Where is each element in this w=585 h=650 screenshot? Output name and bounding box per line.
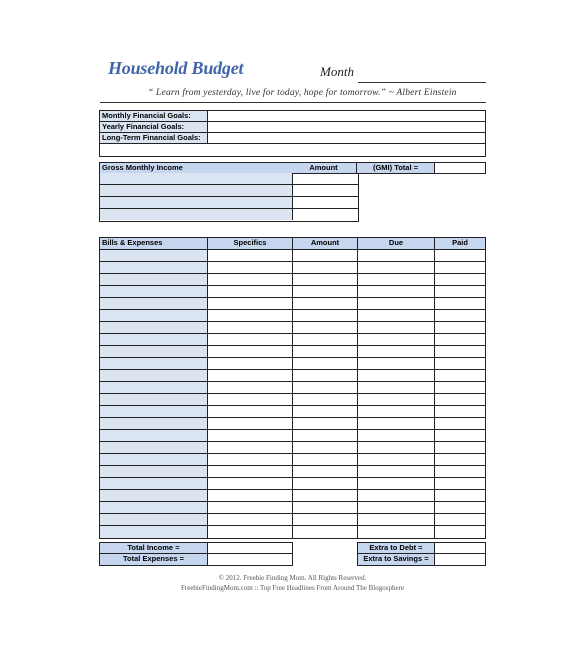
bill-specifics-cell[interactable] [208,286,293,298]
bill-due-cell[interactable] [358,298,435,310]
income-rows [99,173,359,222]
bill-name-cell[interactable] [100,334,208,346]
income-header: Gross Monthly Income [99,162,292,174]
bill-due-cell[interactable] [358,526,435,538]
bill-name-cell[interactable] [100,466,208,478]
bill-amount-cell[interactable] [293,526,358,538]
bill-specifics-cell[interactable] [208,346,293,358]
bill-due-cell[interactable] [358,322,435,334]
bill-name-cell[interactable] [100,442,208,454]
bill-specifics-cell[interactable] [208,430,293,442]
bill-paid-cell[interactable] [435,394,485,406]
bill-paid-cell[interactable] [435,262,485,274]
month-input-line[interactable] [358,82,486,83]
bill-paid-cell[interactable] [435,346,485,358]
bills-due-header: Due [358,238,435,250]
bill-paid-cell[interactable] [435,370,485,382]
bill-name-cell[interactable] [100,322,208,334]
bills-header: Bills & Expenses [100,238,208,250]
bill-name-cell[interactable] [100,406,208,418]
bill-amount-cell[interactable] [293,454,358,466]
income-row[interactable] [100,185,293,197]
totals-left [99,542,293,566]
bills-table [99,237,486,539]
extra-savings-label: Extra to Savings = [358,554,435,565]
bill-amount-cell[interactable] [293,394,358,406]
bill-due-cell[interactable] [358,286,435,298]
bill-specifics-cell[interactable] [208,262,293,274]
bill-due-cell[interactable] [358,310,435,322]
bill-name-cell[interactable] [100,346,208,358]
bill-paid-cell[interactable] [435,430,485,442]
bill-paid-cell[interactable] [435,322,485,334]
bill-due-cell[interactable] [358,454,435,466]
income-amount-header: Amount [291,162,357,174]
bill-due-cell[interactable] [358,382,435,394]
bill-due-cell[interactable] [358,370,435,382]
bill-name-cell[interactable] [100,490,208,502]
month-label: Month [320,64,354,79]
bill-name-cell[interactable] [100,382,208,394]
bill-due-cell[interactable] [358,394,435,406]
footer-site: FreebieFindingMom.com :: Top Free Headlines From Around The Blogosphere [180,584,405,592]
bill-paid-cell[interactable] [435,274,485,286]
bill-name-cell[interactable] [100,526,208,538]
bill-specifics-cell[interactable] [208,274,293,286]
bill-amount-cell[interactable] [293,262,358,274]
bill-specifics-cell[interactable] [208,322,293,334]
bill-name-cell[interactable] [100,250,208,262]
bill-amount-cell[interactable] [293,502,358,514]
bill-due-cell[interactable] [358,406,435,418]
bill-paid-cell[interactable] [435,478,485,490]
bill-amount-cell[interactable] [293,430,358,442]
bill-specifics-cell[interactable] [208,454,293,466]
total-income-field[interactable] [208,543,292,554]
footer-copyright: © 2012. Freebie Finding Mom. All Rights Reserved. [218,574,367,582]
bill-specifics-cell[interactable] [208,298,293,310]
bill-specifics-cell[interactable] [208,502,293,514]
income-row-amount[interactable] [293,173,358,185]
bill-specifics-cell[interactable] [208,466,293,478]
bill-due-cell[interactable] [358,490,435,502]
bill-due-cell[interactable] [358,502,435,514]
income-row-amount[interactable] [293,197,358,209]
page-title: Household Budget [108,58,244,78]
bill-due-cell[interactable] [358,514,435,526]
total-expenses-field[interactable] [208,554,292,565]
bill-name-cell[interactable] [100,394,208,406]
bill-paid-cell[interactable] [435,490,485,502]
bill-amount-cell[interactable] [293,286,358,298]
bill-due-cell[interactable] [358,334,435,346]
bill-due-cell[interactable] [358,466,435,478]
bill-specifics-cell[interactable] [208,310,293,322]
bill-amount-cell[interactable] [293,418,358,430]
bill-paid-cell[interactable] [435,298,485,310]
bill-name-cell[interactable] [100,286,208,298]
goal-field-long-term-extra[interactable] [100,144,485,156]
bill-amount-cell[interactable] [293,406,358,418]
bill-paid-cell[interactable] [435,418,485,430]
bill-specifics-cell[interactable] [208,370,293,382]
bill-amount-cell[interactable] [293,466,358,478]
bill-paid-cell[interactable] [435,454,485,466]
bill-due-cell[interactable] [358,430,435,442]
bill-amount-cell[interactable] [293,442,358,454]
divider [100,102,486,103]
bill-paid-cell[interactable] [435,514,485,526]
bill-due-cell[interactable] [358,262,435,274]
bill-paid-cell[interactable] [435,250,485,262]
bill-amount-cell[interactable] [293,274,358,286]
bill-paid-cell[interactable] [435,286,485,298]
bill-due-cell[interactable] [358,358,435,370]
bill-paid-cell[interactable] [435,334,485,346]
quote: “ Learn from yesterday, live for today, hope for tomorrow.” ~ Albert Einstein [148,88,457,98]
bill-due-cell[interactable] [358,250,435,262]
bill-amount-cell[interactable] [293,382,358,394]
bill-due-cell[interactable] [358,418,435,430]
bill-specifics-cell[interactable] [208,250,293,262]
bill-amount-cell[interactable] [293,310,358,322]
bill-amount-cell[interactable] [293,514,358,526]
bill-amount-cell[interactable] [293,490,358,502]
income-row[interactable] [100,173,293,185]
bill-name-cell[interactable] [100,310,208,322]
bill-amount-cell[interactable] [293,370,358,382]
goal-label-yearly: Yearly Financial Goals: [100,122,208,133]
total-expenses-label: Total Expenses = [100,554,208,565]
bills-specifics-header: Specifics [208,238,293,250]
income-row-amount[interactable] [293,185,358,197]
bill-amount-cell[interactable] [293,334,358,346]
bill-name-cell[interactable] [100,478,208,490]
bill-specifics-cell[interactable] [208,478,293,490]
bill-name-cell[interactable] [100,358,208,370]
bill-paid-cell[interactable] [435,358,485,370]
bill-due-cell[interactable] [358,478,435,490]
goal-field-yearly[interactable] [208,122,485,133]
income-row[interactable] [100,209,293,220]
bill-amount-cell[interactable] [293,346,358,358]
goal-label-long-term: Long-Term Financial Goals: [100,133,208,144]
extra-debt-field[interactable] [435,543,485,554]
bill-due-cell[interactable] [358,346,435,358]
bill-paid-cell[interactable] [435,526,485,538]
bills-paid-header: Paid [435,238,485,250]
income-row[interactable] [100,197,293,209]
bill-paid-cell[interactable] [435,502,485,514]
bill-specifics-cell[interactable] [208,514,293,526]
bill-specifics-cell[interactable] [208,334,293,346]
bill-amount-cell[interactable] [293,298,358,310]
bill-specifics-cell[interactable] [208,382,293,394]
bill-specifics-cell[interactable] [208,490,293,502]
bills-amount-header: Amount [293,238,358,250]
totals-right [357,542,486,566]
goal-label-monthly: Monthly Financial Goals: [100,111,208,122]
bill-amount-cell[interactable] [293,322,358,334]
extra-debt-label: Extra to Debt = [358,543,435,554]
bill-specifics-cell[interactable] [208,418,293,430]
bill-name-cell[interactable] [100,418,208,430]
bill-name-cell[interactable] [100,370,208,382]
total-income-label: Total Income = [100,543,208,554]
bill-name-cell[interactable] [100,274,208,286]
bill-paid-cell[interactable] [435,442,485,454]
bill-due-cell[interactable] [358,442,435,454]
bill-specifics-cell[interactable] [208,406,293,418]
bill-paid-cell[interactable] [435,466,485,478]
bill-name-cell[interactable] [100,502,208,514]
bill-specifics-cell[interactable] [208,394,293,406]
bill-due-cell[interactable] [358,274,435,286]
gmi-total-field[interactable] [435,162,486,174]
bill-paid-cell[interactable] [435,382,485,394]
bill-amount-cell[interactable] [293,250,358,262]
income-row-amount[interactable] [293,209,358,220]
bill-specifics-cell[interactable] [208,526,293,538]
goals-table [99,110,486,157]
bill-amount-cell[interactable] [293,358,358,370]
bill-specifics-cell[interactable] [208,442,293,454]
goal-field-long-term[interactable] [208,133,485,144]
bill-name-cell[interactable] [100,262,208,274]
bill-paid-cell[interactable] [435,406,485,418]
gmi-total-label: (GMI) Total = [357,162,435,174]
bill-paid-cell[interactable] [435,310,485,322]
goal-field-monthly[interactable] [208,111,485,122]
bill-name-cell[interactable] [100,454,208,466]
extra-savings-field[interactable] [435,554,485,565]
bill-name-cell[interactable] [100,514,208,526]
bill-amount-cell[interactable] [293,478,358,490]
bill-name-cell[interactable] [100,430,208,442]
bill-name-cell[interactable] [100,298,208,310]
bill-specifics-cell[interactable] [208,358,293,370]
